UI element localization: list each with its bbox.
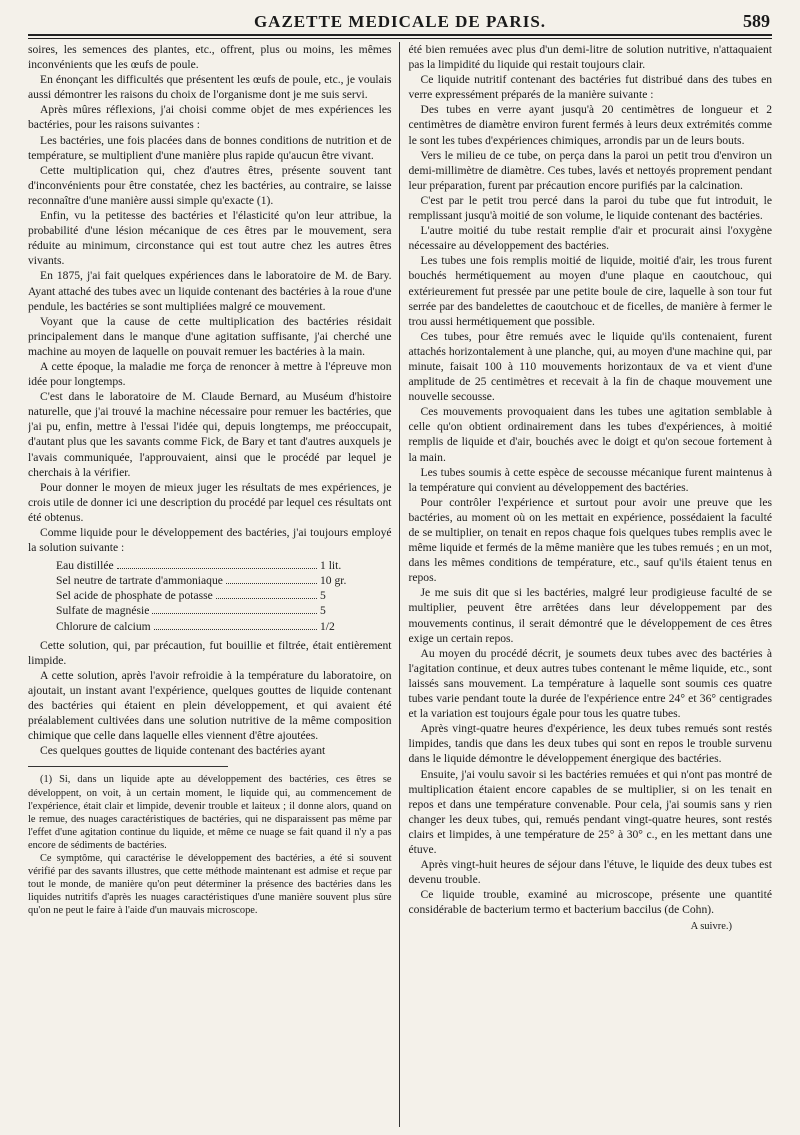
paragraph: Ce liquide nutritif contenant des bactéries fut distribué dans des tubes en verre expressément préparés de la manière suivante : [408, 73, 773, 102]
recipe-row [56, 558, 356, 573]
text-columns [28, 42, 772, 1127]
to-be-continued: A suivre.) [690, 921, 733, 933]
right-paragraphs [409, 42, 773, 917]
paragraph: Vers le milieu de ce tube, on perça dans la paroi un petit trou d'environ un demi-millimètre de diamètre. Ces tubes, lavés et nettoyés proprement pendant leur préparation, furent par précaution encore purifiés par la calcination. [408, 148, 773, 192]
ingredient-name: Sulfate de magnésie [56, 604, 150, 618]
paragraph: Voyant que la cause de cette multiplication des bactéries résidait principalement dans le manque d'une agitation suffisante, j'ai cherché une machine au moyen de laquelle on pouvait remuer les bactéries à la main. [28, 314, 392, 358]
ingredient-name: Eau distillée [56, 559, 114, 573]
paragraph: Ces tubes, pour être remués avec le liquide qu'ils contenaient, furent attachés horizontalement à une planche, qui, au moyen d'une machine qui, par minute, faisait 100 à 110 mouvements horizontaux de va et vient d'une amplitude de 25 centimètres et recevait à la fin de chaque mouvement une nouvelle secousse. [408, 329, 773, 404]
leader-dots [152, 613, 317, 614]
paragraph: En énonçant les difficultés que présentent les œufs de poule, etc., je voulais aussi démontrer les raisons du choix de l'organisme dont je me suis servi. [28, 73, 392, 102]
paragraph: soires, les semences des plantes, etc., offrent, plus ou moins, les mêmes inconvénients que les œufs de poule. [28, 43, 392, 72]
paragraph: Après vingt-huit heures de séjour dans l'étuve, le liquide des deux tubes est devenu trouble. [408, 858, 773, 887]
column-divider [399, 42, 400, 1127]
journal-title: GAZETTE MEDICALE DE PARIS. [253, 12, 547, 31]
paragraph: Pour donner le moyen de mieux juger les résultats de mes expériences, je crois utile de donner ici une description du procédé par lequel ces résultats ont été obtenus. [28, 480, 392, 524]
recipe-row [56, 603, 356, 618]
ingredient-name: Chlorure de calcium [56, 619, 151, 633]
leader-dots [117, 568, 317, 569]
ingredient-quantity: 1 lit. [320, 559, 342, 573]
solution-recipe [56, 558, 356, 633]
paragraph: Les tubes une fois remplis moitié de liquide, moitié d'air, les trous furent bouchés hermétiquement au moyen d'une plaque en caoutchouc, qui extérieurement fut pressée par une petite boule de cire, laquelle à son tour fut serrée par des bandelettes de caoutchouc et de ficelles, de manière à fermer le trou aussi hermétiquement que possible. [408, 254, 773, 328]
paragraph: A cette époque, la maladie me força de renoncer à mettre à l'épreuve mon idée pour longtemps. [28, 359, 392, 389]
paragraph: (1) Si, dans un liquide apte au développement des bactéries, ces êtres se développent, on voit, à un certain moment, le liquide qui, au commencement de l'expérience, était clair et limpide, devenir trouble et laiteux ; il donne alors, quand on le remue, des nuages caractéristiques de bactéries, qui ne disparaissent pas même par l'effet d'une agitation continue du liquide, et même ce nuage se fait quand il n'y a pas encore de sédiments de bactéries. [28, 774, 392, 851]
page-header [28, 8, 772, 36]
paragraph: été bien remuées avec plus d'un demi-litre de solution nutritive, n'attaquaient pas la limpidité du liquide qui restait toujours clair. [408, 43, 773, 72]
paragraph: Pour contrôler l'expérience et surtout pour avoir une preuve que les bactéries, au moment où on les mettait en expérience, possédaient la faculté de se multiplier, on tenait en repos chaque fois quelques tubes remplis avec le même liquide et fermés de la même manière que les tubes remués ; en un mot, dans les mêmes conditions de température, etc., sauf qu'ils étaient tenus en repos. [408, 495, 773, 585]
paragraph: Après mûres réflexions, j'ai choisi comme objet de mes expériences les bactéries, pour les raisons suivantes : [28, 103, 392, 132]
paragraph: Ce symptôme, qui caractérise le développement des bactéries, a été si souvent vérifié par des savants illustres, que cette méthode maintenant est admise et reçue par tout le monde, de manière qu'on peut déterminer la présence des bactéries dans les liquides nutritifs d'après les nuages caractéristiques d'une manière souvent plus sûre qu'on ne peut le faire à l'aide d'un mauvais microscope. [28, 852, 392, 917]
paragraph: L'autre moitié du tube restait remplie d'air et procurait ainsi l'oxygène nécessaire au développement des bactéries. [408, 224, 773, 253]
leader-dots [154, 629, 317, 630]
left-paragraphs-after [28, 638, 392, 759]
ingredient-quantity: 5 [320, 604, 326, 618]
paragraph: Ces quelques gouttes de liquide contenant des bactéries ayant [40, 744, 326, 758]
left-paragraphs [28, 42, 392, 555]
paragraph: Des tubes en verre ayant jusqu'à 20 centimètres de longueur et 2 centimètres de diamètre environ furent fermés à leurs deux extrémités comme le sont les tubes d'expériences chimiques, arrondis par un de leurs bouts. [408, 103, 773, 147]
recipe-row [56, 573, 356, 588]
paragraph: Comme liquide pour le développement des bactéries, j'ai toujours employé la solution suivante : [28, 526, 392, 555]
ingredient-quantity: 5 [320, 589, 326, 603]
paragraph: Au moyen du procédé décrit, je soumets deux tubes avec des bactéries à l'agitation continue, et deux autres tubes contenant le même liquide, etc., sont laissés sans mouvement. La température à laquelle sont soumis ces quatre tubes varie pendant toute la durée de l'expérience entre 24° et 36° centigrades et la variation est toujours égale pour tous les quatre tubes. [408, 646, 773, 721]
paragraph: A cette solution, après l'avoir refroidie à la température du laboratoire, on ajoutait, un instant avant l'expérience, quelques gouttes de liquide contenant des bactéries qui étaient en plein développement, et qui avaient été préalablement cultivées dans une solution nutritive de la même composition chimique que celle dans laquelle elles viennent d'être ajoutées. [28, 668, 392, 743]
paragraph: Ce liquide trouble, examiné au microscope, présente une quantité considérable de bacterium termo et bacterium baccilus (de Cohn). [408, 888, 773, 917]
leader-dots [216, 598, 317, 599]
ingredient-quantity: 1/2 [320, 619, 335, 633]
right-column [403, 42, 773, 1127]
recipe-row [56, 619, 356, 634]
page-number: 589 [743, 11, 770, 31]
leader-dots [226, 583, 317, 584]
paragraph: C'est par le petit trou percé dans la paroi du tube que fut introduit, le remplissant jusqu'à moitié de son volume, le liquide contenant des bactéries. [408, 193, 773, 223]
paragraph: Cette multiplication qui, chez d'autres êtres, présente souvent tant d'inconvénients pour être constatée, chez les bactéries, au contraire, se laisse reconnaître d'une manière aussi simple qu'exacte (1). [28, 163, 392, 207]
paragraph: Ces mouvements provoquaient dans les tubes une agitation semblable à celle qu'on obtient ordinairement dans les tubes d'expériences, à moitié remplis de liquide et d'air, bouchés avec le doigt et qu'on secoue fortement à la main. [408, 405, 773, 464]
ingredient-quantity: 10 gr. [320, 574, 347, 588]
left-column [28, 42, 396, 1127]
paragraph: Les bactéries, une fois placées dans de bonnes conditions de nutrition et de température, se multiplient d'une manière plus rapide qu'aucun être vivant. [28, 133, 392, 162]
paragraph: Cette solution, qui, par précaution, fut bouillie et filtrée, était entièrement limpide. [28, 638, 392, 667]
footnotes [28, 773, 392, 917]
paragraph: Ensuite, j'ai voulu savoir si les bactéries remuées et qui n'ont pas montré de multiplication étaient encore capables de se multiplier, si on les tenait en repos et dans une température convenable. Pour cela, j'ai soumis sans y rien changer les deux tubes, qui, remués pendant vingt-quatre heures, sont restés clairs et limpides, à une température de 25° à 30° c., en les mettant dans une étuve. [408, 767, 773, 856]
paragraph: Je me suis dit que si les bactéries, malgré leur prodigieuse faculté de se multiplier, peuvent être arrêtées dans leur développement par des mouvements continus, il serait démontré que le développement de ces êtres exige un certain repos. [408, 586, 773, 645]
ingredient-name: Sel acide de phosphate de potasse [56, 589, 213, 603]
paragraph: Enfin, vu la petitesse des bactéries et l'élasticité qu'on leur attribue, la probabilité d'une lésion mécanique de ces êtres par le mouvement, sera réduite au minimum, circonstance qui est tout autre chez les autres êtres vivants. [28, 209, 392, 268]
paragraph: Après vingt-quatre heures d'expérience, les deux tubes remués sont restés limpides, tandis que dans les deux tubes qui sont en repos le trouble survenu dans le liquide démontre le développement énergique des bactéries. [408, 722, 773, 766]
paragraph: C'est dans le laboratoire de M. Claude Bernard, au Muséum d'histoire naturelle, que j'ai trouvé la machine nécessaire pour remuer les bactéries, que j'ai pu, enfin, mettre à l'essai l'idée qui, depuis longtemps, me préoccupait, d'autant plus que les savants comme Fick, de Bary et tant d'autres auxquels je l'avais communiquée, l'approuvaient, ainsi que le procédé par lequel je cherchais à la vérifier. [28, 390, 392, 479]
paragraph: En 1875, j'ai fait quelques expériences dans le laboratoire de M. de Bary. Ayant attaché des tubes avec un liquide contenant des bactéries à la roue d'une pendule, les bactéries se sont multipliées malgré ce mouvement. [28, 269, 392, 313]
paragraph: Les tubes soumis à cette espèce de secousse mécanique furent maintenus à la température qui convient au développement des bactéries. [408, 465, 773, 494]
ingredient-name: Sel neutre de tartrate d'ammoniaque [56, 574, 223, 588]
footnote-rule [28, 766, 228, 767]
header-rule [28, 38, 772, 39]
recipe-row [56, 588, 356, 603]
